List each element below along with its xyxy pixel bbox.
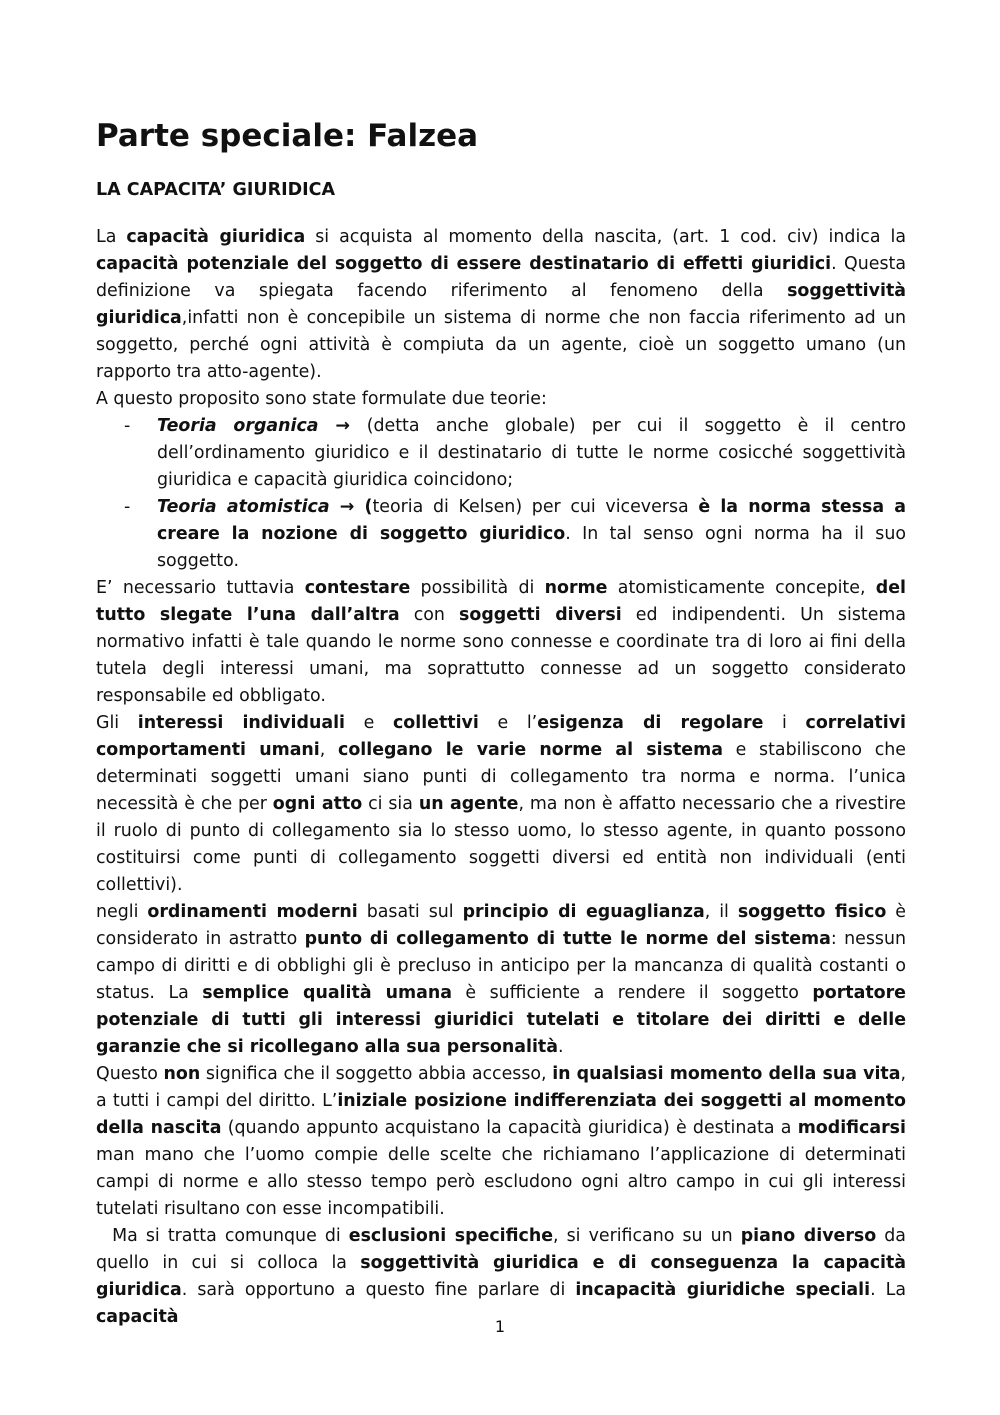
text-run: , a tutti i campi del diritto. L’ xyxy=(96,1063,906,1111)
bold-text-run: portatore potenziale di tutti gli interessi giuridici tutelati e titolare dei diritti e delle garanzie che si ricollegano alla sua personalità xyxy=(96,982,906,1057)
text-run: e stabiliscono che determinati soggetti umani siano punti di collegamento tra norma e norma. l’unica necessità è che per xyxy=(96,739,907,814)
bold-text-run: ogni atto xyxy=(272,793,363,814)
bold-text-run: → xyxy=(318,415,367,436)
text-run: con xyxy=(399,604,460,625)
bold-text-run: in qualsiasi momento della sua vita xyxy=(552,1063,901,1084)
text-run: Questo xyxy=(96,1063,164,1084)
text-run: . La xyxy=(870,1279,906,1300)
bold-text-run: capacità giuridica xyxy=(126,226,306,247)
text-run: (quando appunto acquistano la capacità giuridica) è destinata a xyxy=(221,1117,798,1138)
text-run: si acquista al momento della nascita, (art. 1 cod. civ) indica la xyxy=(305,226,906,247)
text-run: atomisticamente concepite, xyxy=(607,577,876,598)
text-run: da quello in cui si colloca la xyxy=(96,1225,906,1273)
bold-text-run: ordinamenti moderni xyxy=(147,901,358,922)
paragraphs-after xyxy=(96,575,906,1331)
text-run: E’ necessario tuttavia xyxy=(96,577,305,598)
bold-text-run: soggettività giuridica e di conseguenza la capacità giuridica xyxy=(96,1252,907,1300)
bullet-dash: - xyxy=(124,496,131,517)
bold-text-run: semplice qualità umana xyxy=(202,982,452,1003)
text-run: man mano che l’uomo compie delle scelte che richiamano l’applicazione di determinati campi di norme e allo stesso tempo però escludono ogni altro campo in cui gli interessi tutelati risultano con esse incompatibili. xyxy=(96,1144,906,1219)
paragraph xyxy=(96,1223,906,1331)
bold-text-run: incapacità giuridiche speciali xyxy=(575,1279,871,1300)
text-run: , ma non è affatto necessario che a rivestire il ruolo di punto di collegamento sia lo stesso uomo, lo stesso agente, in quanto possono costituirsi come punti di collegamento soggetti diversi ed entità non individuali (enti collettivi). xyxy=(96,793,906,895)
bold-text-run: collegano le varie norme al sistema xyxy=(338,739,723,760)
bold-text-run: collettivi xyxy=(393,712,479,733)
bold-text-run: principio di eguaglianza xyxy=(462,901,705,922)
text-run: ,infatti non è concepibile un sistema di norme che non faccia riferimento ad un soggetto, perché ogni attività è compiuta da un agente, cioè un soggetto umano (un rapporto tra atto-agente). xyxy=(96,307,906,382)
list-item xyxy=(96,494,906,575)
bold-text-run: Teoria organica xyxy=(157,415,319,436)
text-run: ed indipendenti. Un sistema normativo infatti è tale quando le norme sono connesse e coordinate tra di loro ai fini della tutela degli interessi umani, ma soprattutto connesse ad un soggetto considerato responsabile ed obbligato. xyxy=(96,604,906,706)
bold-text-run: norme xyxy=(544,577,608,598)
bold-text-run: è la norma stessa a creare la nozione di soggetto giuridico xyxy=(157,496,906,544)
text-run: , xyxy=(319,739,339,760)
text-run: , si verificano su un xyxy=(553,1225,741,1246)
text-run: : nessun campo di diritti e di obblighi gli è precluso in anticipo per la mancanza di qualità costanti o status. La xyxy=(96,928,906,1003)
bold-text-run: soggetti diversi xyxy=(459,604,622,625)
text-run: è considerato in astratto xyxy=(96,901,907,949)
bold-text-run: Teoria atomistica xyxy=(157,496,330,517)
page-title: Parte speciale: Falzea xyxy=(96,118,479,154)
paragraph xyxy=(96,575,906,710)
paragraphs-before xyxy=(96,224,906,413)
text-run: ci sia xyxy=(362,793,419,814)
text-run: Ma si tratta comunque di xyxy=(96,1225,349,1246)
list-item xyxy=(96,413,906,494)
text-run: e l’ xyxy=(478,712,538,733)
bold-text-run: piano diverso xyxy=(740,1225,877,1246)
text-run: . In tal senso ogni norma ha il suo soggetto. xyxy=(157,523,906,571)
bold-text-run: soggetto fisico xyxy=(737,901,887,922)
bold-text-run: contestare xyxy=(304,577,411,598)
text-run: La xyxy=(96,226,127,247)
bold-text-run: un agente xyxy=(418,793,519,814)
text-run: (detta anche globale) per cui il soggetto è il centro dell’ordinamento giuridico e il destinatario di tutte le norme cosicché soggettività giuridica e capacità giuridica coincidono; xyxy=(157,415,906,490)
text-run: A questo proposito sono state formulate due teorie: xyxy=(96,388,547,409)
bold-text-run: esclusioni specifiche xyxy=(348,1225,554,1246)
text-run: . sarà opportuno a questo fine parlare di xyxy=(181,1279,576,1300)
text-run: basati sul xyxy=(357,901,463,922)
paragraph xyxy=(96,710,906,899)
text-run: Gli xyxy=(96,712,138,733)
theory-list xyxy=(96,413,906,575)
text-run: significa che il soggetto abbia accesso, xyxy=(200,1063,553,1084)
bold-text-run: interessi individuali xyxy=(137,712,345,733)
bold-text-run: non xyxy=(163,1063,201,1084)
paragraph xyxy=(96,899,906,1061)
text-run: . Questa definizione va spiegata facendo riferimento al fenomeno della xyxy=(96,253,906,301)
paragraph xyxy=(96,386,906,413)
text-run: . xyxy=(557,1036,564,1057)
paragraph xyxy=(96,1061,906,1223)
text-run: è sufficiente a rendere il soggetto xyxy=(451,982,813,1003)
page-number: 1 xyxy=(494,1317,506,1336)
text-run: e xyxy=(345,712,393,733)
bold-text-run: iniziale posizione indifferenziata dei soggetti al momento della nascita xyxy=(96,1090,906,1138)
bold-text-run: esigenza di regolare xyxy=(537,712,764,733)
text-run: negli xyxy=(96,901,148,922)
bold-text-run: → ( xyxy=(329,496,373,517)
text-run: teoria di Kelsen) per cui viceversa xyxy=(372,496,699,517)
bold-text-run: correlativi comportamenti umani xyxy=(96,712,907,760)
bold-text-run: capacità xyxy=(96,1306,179,1327)
text-run: , il xyxy=(704,901,738,922)
bold-text-run: capacità potenziale del soggetto di essere destinatario di effetti giuridici xyxy=(96,253,832,274)
text-run: i xyxy=(763,712,806,733)
document-body xyxy=(96,224,906,1331)
bold-text-run: punto di collegamento di tutte le norme del sistema xyxy=(304,928,831,949)
paragraph xyxy=(96,224,906,386)
bold-text-run: modificarsi xyxy=(797,1117,906,1138)
section-heading: LA CAPACITA’ GIURIDICA xyxy=(96,180,336,201)
bold-text-run: del tutto slegate l’una dall’altra xyxy=(96,577,906,625)
document-page xyxy=(96,118,906,1331)
bold-text-run: soggettività giuridica xyxy=(96,280,906,328)
bullet-dash: - xyxy=(124,415,131,436)
text-run: possibilità di xyxy=(410,577,545,598)
